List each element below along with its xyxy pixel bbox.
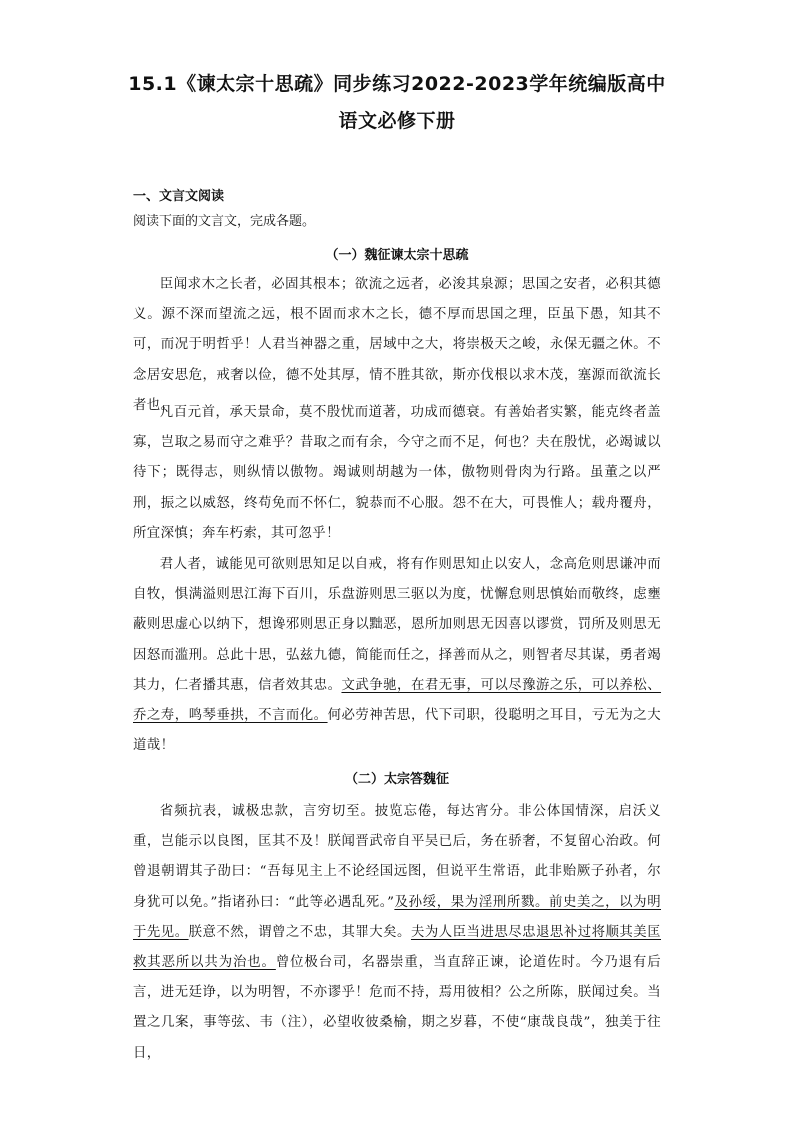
passage-paragraph-1: 臣闻求木之长者，必固其根本；欲流之远者，必浚其泉源；思国之安者，必积其德义。源不深而望流之远，根不固而求木之长，德不厚而思国之理，臣虽下愚，知其不可，而况于明哲乎！人君当神器之重，居域中之大，将崇极天之峻，永保无疆之休。不念居安思危，戒奢以俭，德不处其厚，情不胜其欲，斯亦伐根以求木茂，塞源而欲流长者也。 — [133, 277, 661, 413]
instruction-text: 阅读下面的文言文，完成各题。 — [133, 214, 316, 229]
part2-heading: （二）太宗答魏征 — [344, 772, 449, 787]
paragraph-3-text-a: 君人者，诚能见可欲则思知足以自戒，将有作则思知止以安人，念高危则思谦冲而自牧，惧满溢则思江海下百川，乐盘游则思三驱以为度，忧懈怠则思慎始而敬终，虑壅蔽则思虚心以纳下，想谗邪则思正身以黜恶，恩所加则思无因喜以谬赏，罚所及则思无因怒而滥刑。总此十思，弘兹九德，简能而任之，择善而从之，则智者尽其谋，勇者竭其力，仁者播其惠，信者效其忠。 — [133, 557, 661, 693]
underlined-sentence-3: 夫为人臣当进思尽忠退思补过将顺其美匡救其恶所以共为治也。 — [133, 924, 661, 971]
passage-paragraph-2: 凡百元首，承天景命，莫不殷忧而道著，功成而德衰。有善始者实繁，能克终者盖寡，岂取之易而守之难乎？昔取之而有余，今守之而不足，何也？夫在殷忧，必竭诚以待下；既得志，则纵情以傲物。竭诚则胡越为一体，傲物则骨肉为行路。虽董之以严刑，振之以威怒，终苟免而不怀仁，貌恭而不心服。怨不在大，可畏惟人；载舟覆舟，所宜深慎；奔车朽索，其可忽乎！ — [133, 405, 661, 541]
section-heading: 一、文言文阅读 — [133, 189, 225, 204]
paragraph-4-text-b: 朕意不然，谓曾之不忠，其罪大矣。 — [188, 924, 411, 940]
passage-paragraph-3 — [133, 550, 661, 761]
paragraph-4-text-a: 省频抗表，诚极忠款，言穷切至。披览忘倦，每达宵分。非公体国情深，启沃义重，岂能示以良图，匡其不及！朕闻晋武帝自平吴已后，务在骄奢，不复留心治政。何曾退朝谓其子劭曰：“吾每见主上不论经国远图，但说平生常语，此非贻厥子孙者，尔身犹可以免。”指诸孙曰：“此等必遇乱死。” — [133, 804, 661, 910]
underlined-sentence-1: 文武争驰，在君无事，可以尽豫游之乐，可以养松、乔之寿，鸣琴垂拱，不言而化。 — [133, 677, 662, 724]
underlined-sentence-2: 及孙绥，果为淫刑所戮。前史美之，以为明于先见。 — [133, 894, 661, 940]
passage-paragraph-4 — [133, 797, 661, 1069]
part1-heading: （一）魏征谏太宗十思疏 — [325, 248, 469, 263]
paragraph-4-text-c: 曾位极台司，名器崇重，当直辞正谏，论道佐时。今乃退有后言，进无廷诤，以为明智，不亦谬乎！危而不持，焉用彼相？公之所陈，朕闻过矣。当置之几案，事等弦、韦（注），必望收彼桑榆，期之岁暮，不使“康哉良哉”，独美于往日， — [133, 955, 661, 1061]
document-title-line2: 语文必修下册 — [338, 110, 456, 132]
paragraph-3-text-b: 何必劳神苦思，代下司职，役聪明之耳目，亏无为之大道哉！ — [133, 708, 661, 754]
document-title-line1: 15.1《谏太宗十思疏》同步练习2022-2023学年统编版高中 — [128, 73, 666, 95]
